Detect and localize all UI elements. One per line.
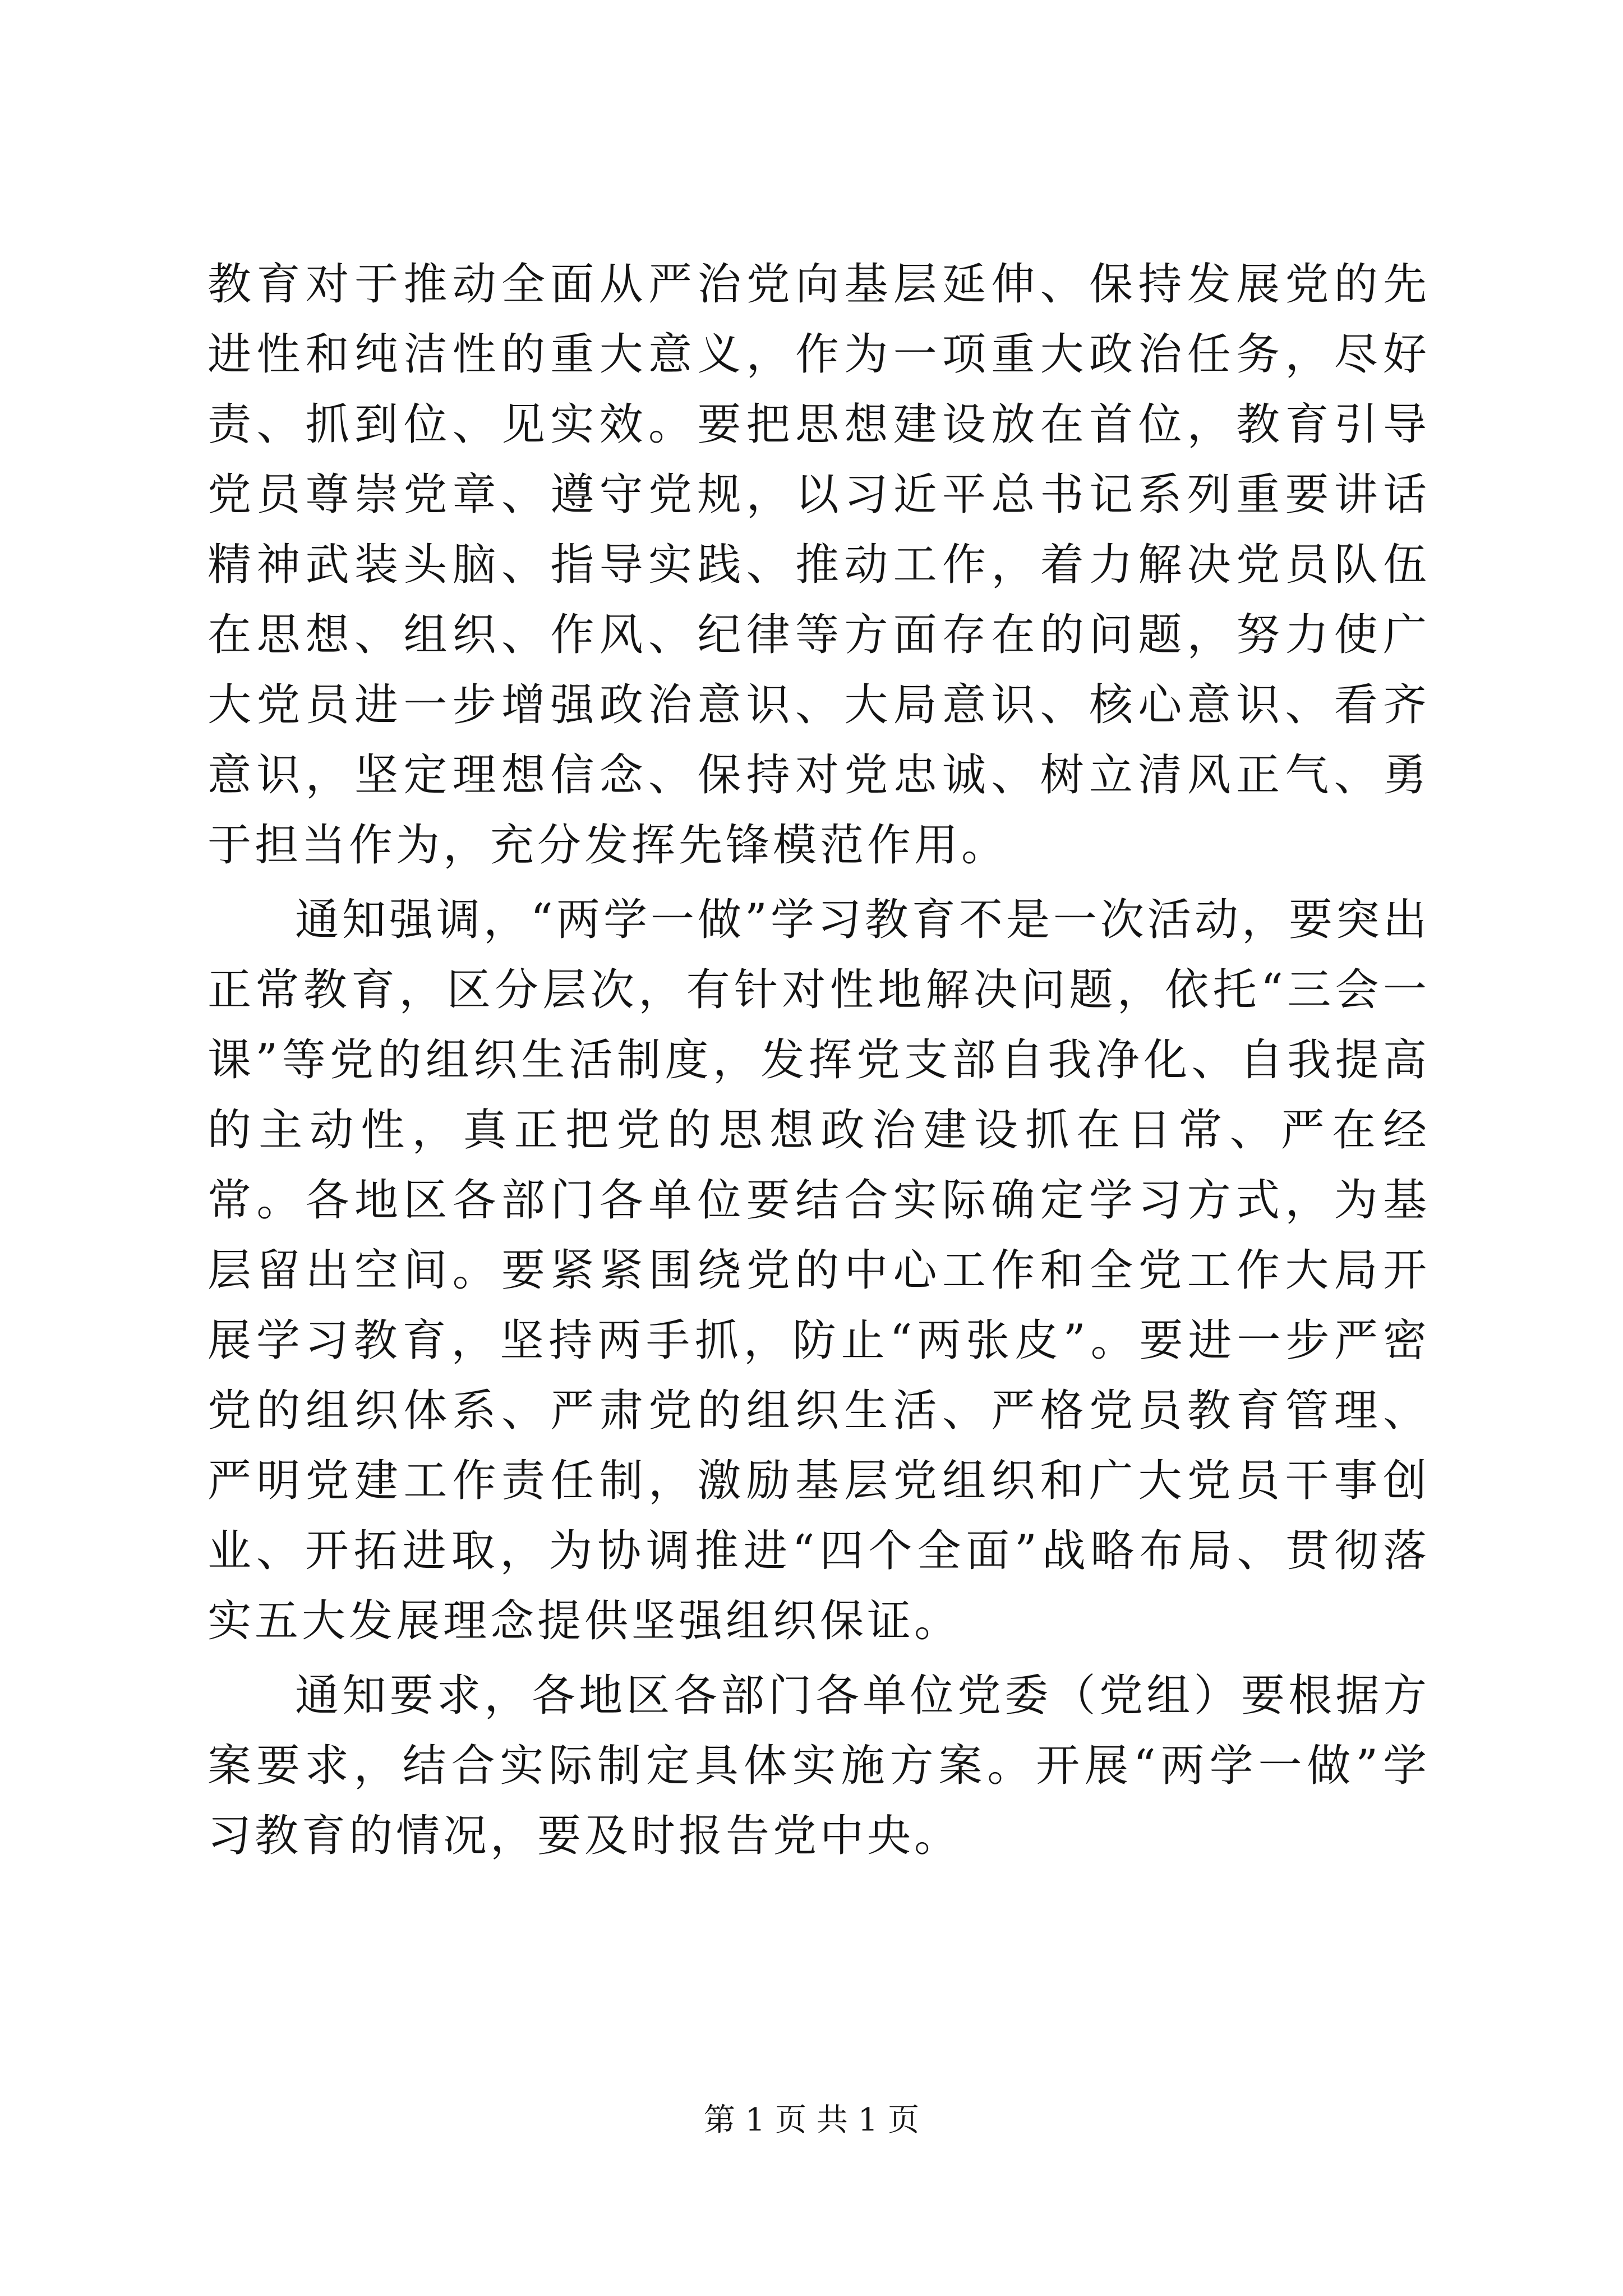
page-footer: 第 1 页 共 1 页 [703, 2102, 920, 2138]
document-body [208, 250, 1430, 1871]
paragraph-1: 教育对于推动全面从严治党向基层延伸、保持发展党的先进性和纯洁性的重大意义，作为一项重大政治任务，尽好责、抓到位、见实效。要把思想建设放在首位，教育引导党员尊崇党章、遵守党规，以习近平总书记系列重要讲话精神武装头脑、指导实践、推动工作，着力解决党员队伍在思想、组织、作风、纪律等方面存在的问题，努力使广大党员进一步增强政治意识、大局意识、核心意识、看齐意识，坚定理想信念、保持对党忠诚、树立清风正气、勇于担当作为，充分发挥先锋模范作用。 [208, 259, 1430, 871]
paragraph-2: 通知强调，“两学一做”学习教育不是一次活动，要突出正常教育，区分层次，有针对性地解决问题，依托“三会一课”等党的组织生活制度，发挥党支部自我净化、自我提高的主动性，真正把党的思想政治建设抓在日常、严在经常。各地区各部门各单位要结合实际确定学习方式，为基层留出空间。要紧紧围绕党的中心工作和全党工作大局开展学习教育，坚持两手抓，防止“两张皮”。要进一步严密党的组织体系、严肃党的组织生活、严格党员教育管理、严明党建工作责任制，激励基层党组织和广大党员干事创业、开拓进取，为协调推进“四个全面”战略布局、贯彻落实五大发展理念提供坚强组织保证。 [208, 895, 1430, 1646]
paragraph-3: 通知要求，各地区各部门各单位党委（党组）要根据方案要求，结合实际制定具体实施方案。开展“两学一做”学习教育的情况，要及时报告党中央。 [208, 1671, 1430, 1861]
